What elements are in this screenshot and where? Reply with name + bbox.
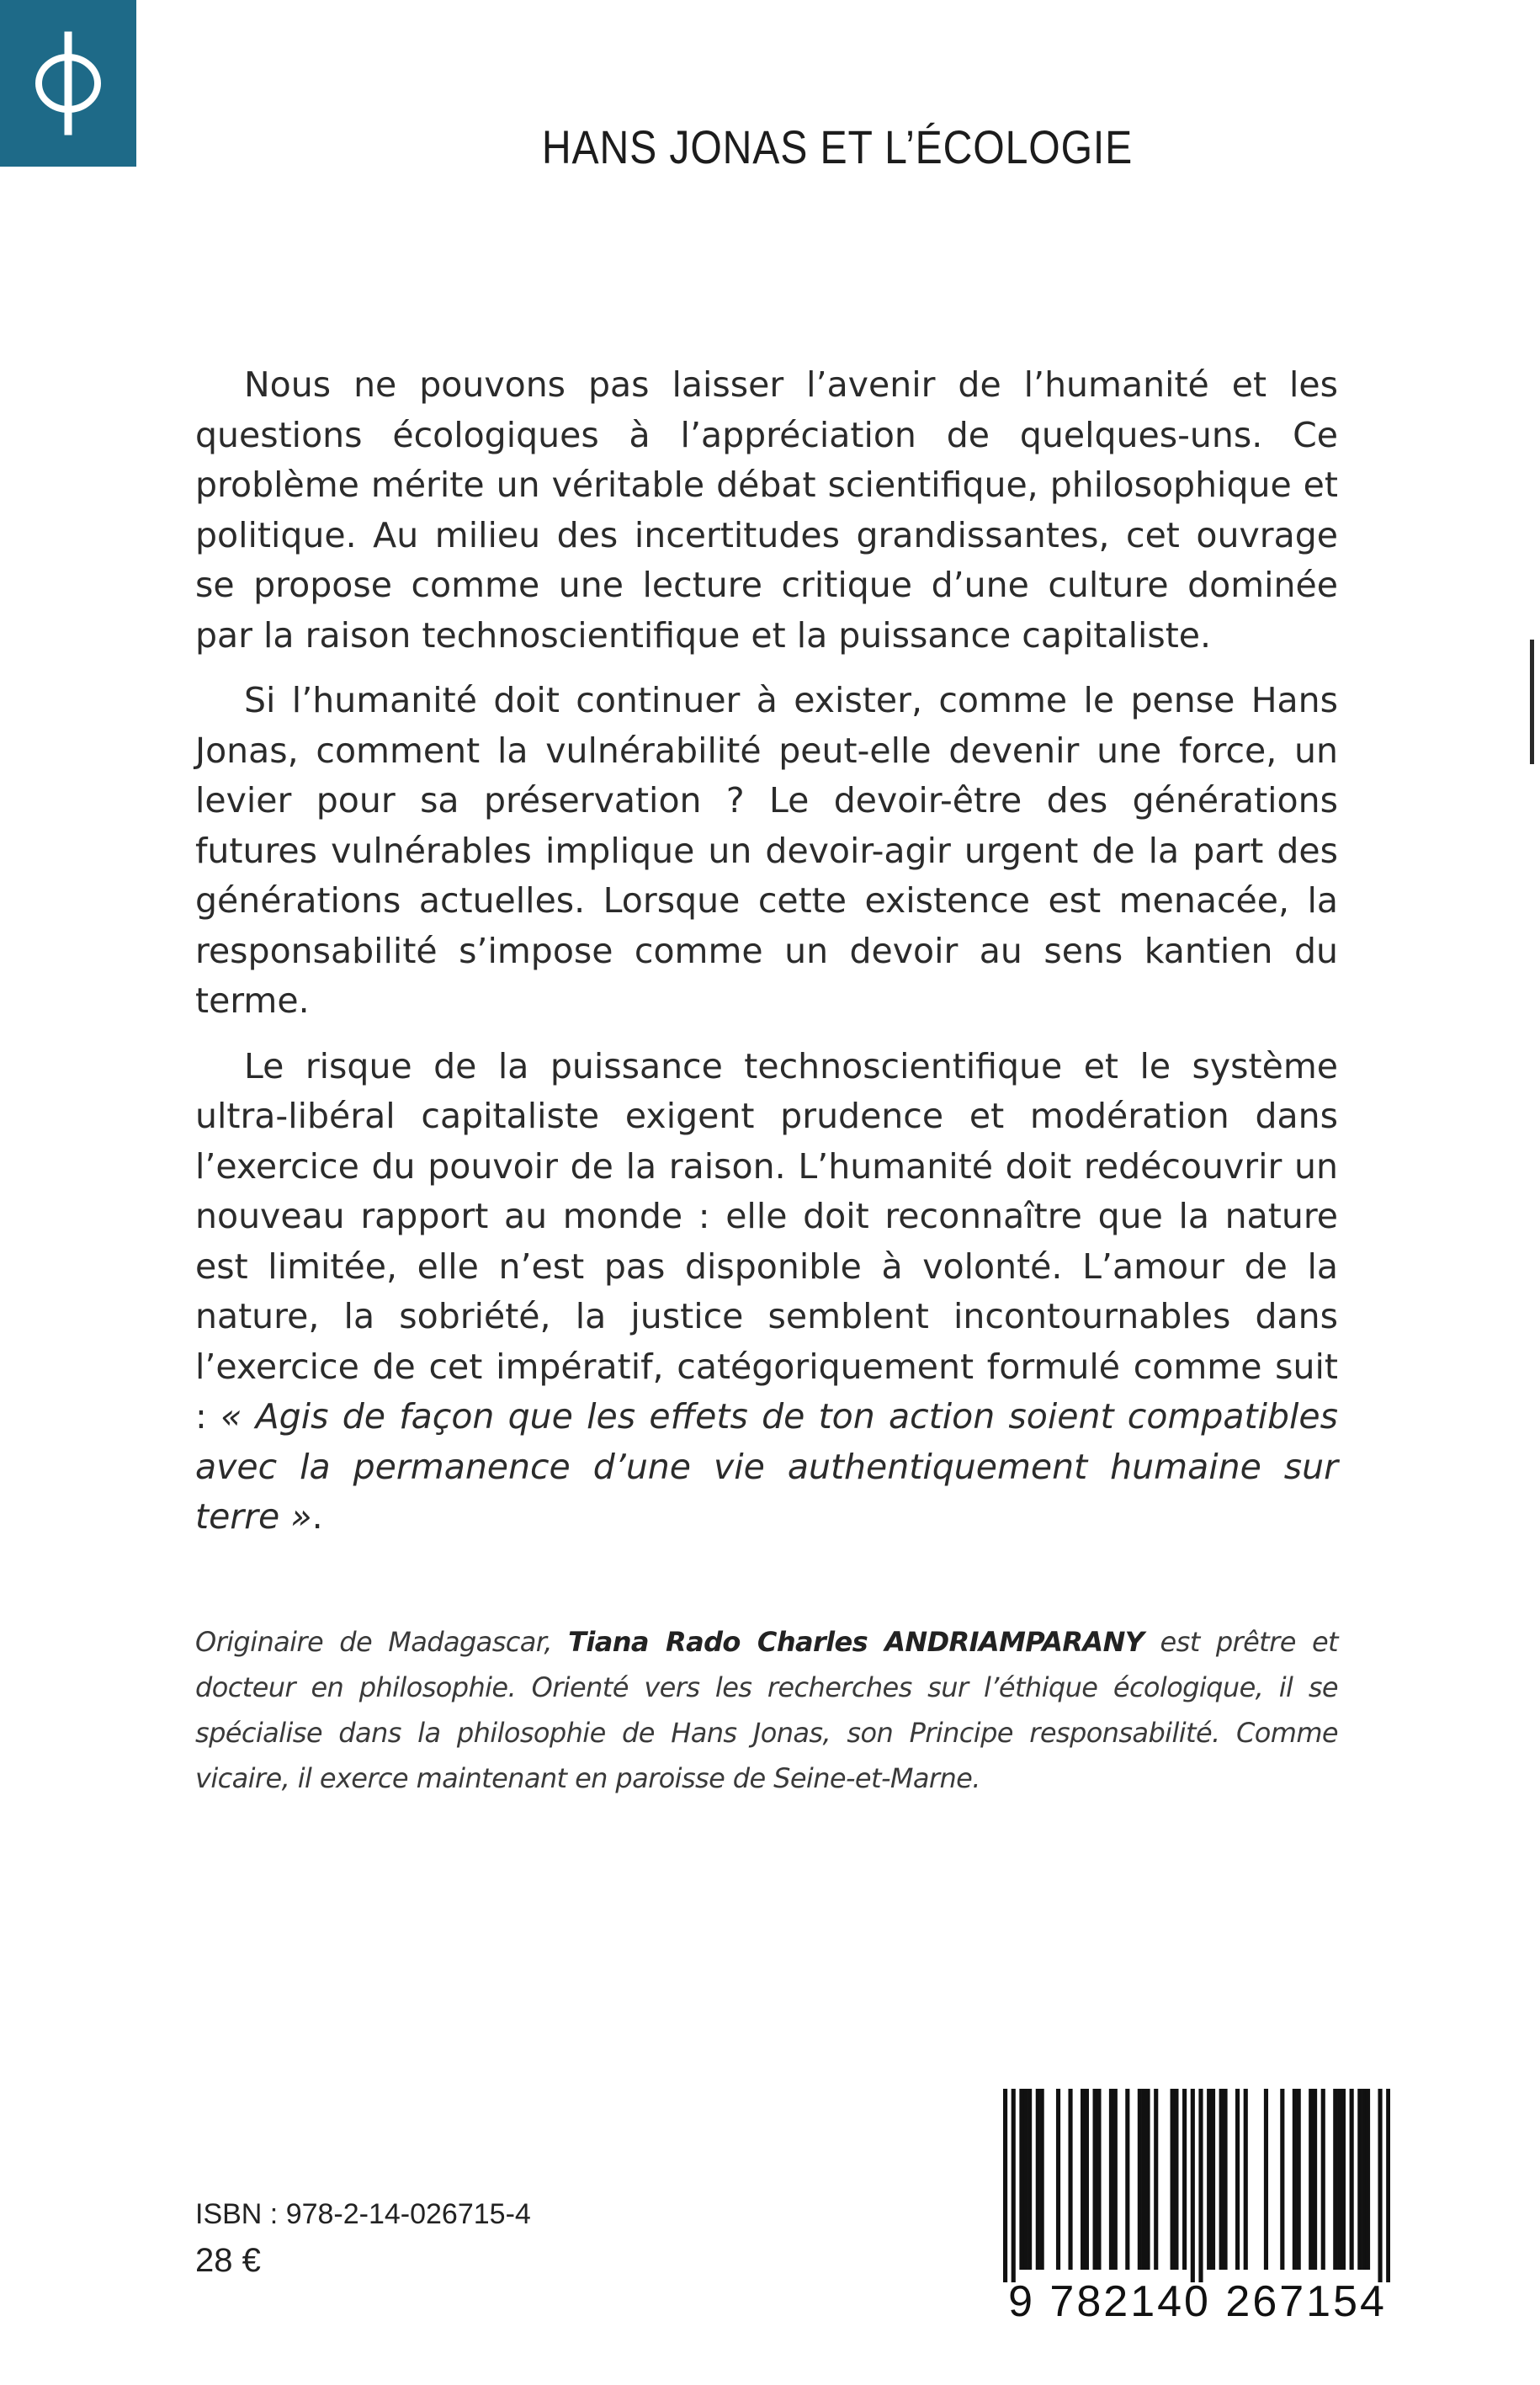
barcode-bar (1003, 2089, 1007, 2282)
barcode-bar (1142, 2089, 1146, 2270)
barcode-bar (1386, 2089, 1390, 2282)
barcode-bar (1244, 2089, 1248, 2270)
barcode-digits: 9 782140 267154 (1008, 2277, 1387, 2326)
bio-intro: Originaire de Madagascar, (195, 1626, 569, 1658)
barcode-bar (1097, 2089, 1101, 2270)
edge-mark (1530, 640, 1534, 764)
summary-paragraph-1: Nous ne pouvons pas laisser l’avenir de l’humanité et les questions écologiques à l’appréciation de quelques-uns. Ce problème mérite un véritable débat scientifique, philosophique et politique. Au milieu des incertitudes grandissantes, cet ouvrage se propose comme une lecture critique d’une culture dominée par la raison technoscientifique et la puissance capitaliste. (195, 364, 1338, 656)
barcode-bar (1350, 2089, 1354, 2270)
phi-icon (28, 29, 109, 138)
barcode-bar (1182, 2089, 1187, 2270)
barcode-bar (1280, 2089, 1284, 2270)
author-bio (195, 1619, 1338, 1801)
summary-paragraph-3-end: . (311, 1496, 323, 1537)
author-name: Tiana Rado Charles ANDRIAMPARANY (568, 1626, 1144, 1658)
price: 28 € (195, 2242, 261, 2279)
barcode-bar (1357, 2089, 1362, 2270)
barcode-bar (1198, 2089, 1203, 2282)
barcode-bar (1211, 2089, 1215, 2270)
barcode-bar (1264, 2089, 1268, 2270)
barcode-bar (1313, 2089, 1317, 2270)
barcode-bar (1219, 2089, 1224, 2270)
barcode-bar (1113, 2089, 1118, 2270)
barcode-bar (1138, 2089, 1142, 2270)
barcode-bar (1378, 2089, 1382, 2282)
book-title: HANS JONAS ET L’ÉCOLOGIE (541, 120, 1134, 173)
barcode-bar (1223, 2089, 1227, 2270)
back-cover-summary (195, 360, 1338, 1558)
summary-paragraph-3 (195, 1042, 1338, 1543)
barcode-bar (1109, 2089, 1113, 2270)
barcode-bar (1366, 2089, 1370, 2270)
barcode-bar (1068, 2089, 1072, 2270)
barcode-bar (1337, 2089, 1341, 2270)
barcode-bar (1309, 2089, 1313, 2270)
barcode-bar (1028, 2089, 1032, 2270)
jonas-quote: « Agis de façon que les effets de ton action soient compatibles avec la permanence d’une vie authentiquement humaine sur terre » (195, 1396, 1338, 1537)
barcode-bar (1297, 2089, 1301, 2270)
barcode-bar (1191, 2089, 1195, 2282)
barcode-bar (1145, 2089, 1150, 2270)
summary-paragraph-3-text: Le risque de la puissance technoscientifique et le système ultra-libéral capitaliste exigent prudence et modération dans l’exercice du pouvoir de la raison. L’humanité doit redécouvrir un nouveau rapport au monde : elle doit reconnaître que la nature est limitée, elle n’est pas disponible à volonté. L’amour de la nature, la sobriété, la justice semblent incontournables dans l’exercice de cet impératif, catégoriquement formulé comme suit : (195, 1045, 1338, 1437)
barcode-bar (1081, 2089, 1085, 2270)
barcode-bar (1154, 2089, 1158, 2270)
summary-paragraph-2: Si l’humanité doit continuer à exister, comme le pense Hans Jonas, comment la vulnérabilité peut-elle devenir une force, un levier pour sa préservation ? Le devoir-être des générations futures vulnérables implique un devoir-agir urgent de la part des générations actuelles. Lorsque cette existence est menacée, la responsabilité s’impose comme un devoir au sens kantien du terme. (195, 680, 1338, 1021)
barcode-bar (1056, 2089, 1060, 2270)
barcode-bar (1171, 2089, 1175, 2270)
barcode-bar (1321, 2089, 1325, 2270)
barcode-bar (1040, 2089, 1044, 2270)
isbn: ISBN : 978-2-14-026715-4 (195, 2198, 531, 2230)
barcode-bar (1293, 2089, 1297, 2270)
barcode-bar (1333, 2089, 1337, 2270)
publisher-logo (0, 0, 136, 167)
barcode-bar (1085, 2089, 1089, 2270)
barcode-bar (1019, 2089, 1023, 2270)
barcode-bar (1207, 2089, 1211, 2270)
barcode-icon (1003, 2089, 1390, 2282)
barcode-bar (1235, 2089, 1240, 2270)
barcode-bar (1362, 2089, 1366, 2270)
barcode-bar (1093, 2089, 1097, 2270)
barcode-bar (1174, 2089, 1178, 2270)
barcode-bar (1341, 2089, 1346, 2270)
barcode-bar (1036, 2089, 1040, 2270)
barcode-bar (1023, 2089, 1028, 2270)
barcode-bar (1012, 2089, 1016, 2282)
barcode-bar (1125, 2089, 1129, 2270)
bio-rest: est prêtre et docteur en philosophie. Orienté vers les recherches sur l’éthique écologique, il se spécialise dans la philosophie de Hans Jonas, son Principe responsabilité. Comme vicaire, il exerce maintenant en paroisse de Seine-et-Marne. (195, 1626, 1338, 1794)
